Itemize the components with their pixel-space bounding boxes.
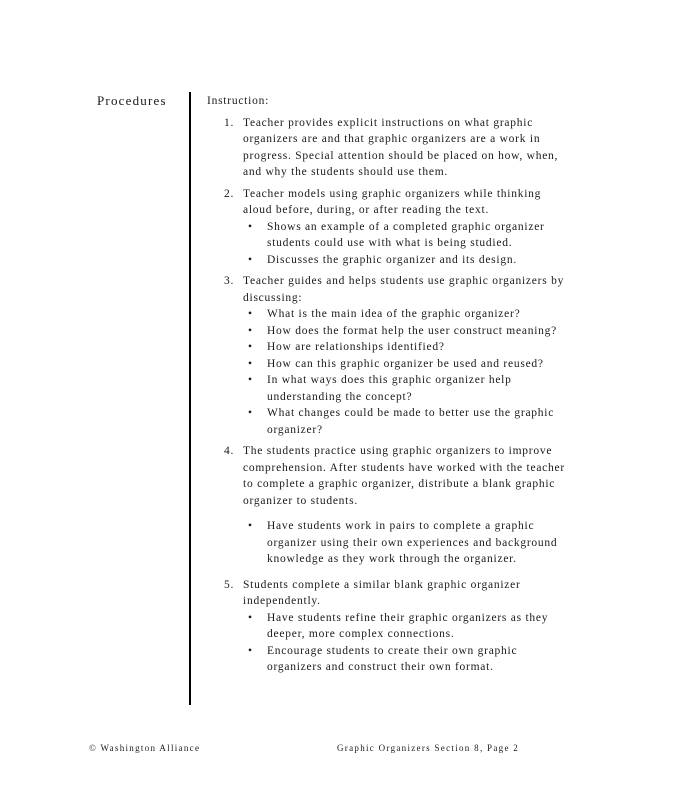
step-number: 3. [224, 275, 235, 287]
procedures-content [207, 93, 567, 681]
bullet-item [243, 219, 567, 252]
bullet-item [243, 518, 567, 568]
bullet-list [243, 219, 567, 269]
bullet-text: How does the format help the user construct meaning? [267, 324, 558, 337]
step-text: Teacher provides explicit instructions on what graphic organizers are and that graphic organizers are a work in progress. Special attention should be placed on how, when, and why the students should use them. [243, 116, 559, 178]
step-text: Teacher guides and helps students use graphic organizers by discussing: [243, 275, 565, 304]
bullet-item [243, 306, 567, 323]
section-label: Procedures [97, 93, 167, 108]
bullet-item [243, 643, 567, 676]
bullet-list [243, 518, 567, 568]
bullet-text: Shows an example of a completed graphic organizer students could use with what is being studied. [267, 220, 545, 249]
bullet-icon: • [248, 407, 253, 419]
bullet-text: What is the main idea of the graphic organizer? [267, 308, 521, 320]
bullet-text: What changes could be made to better use the graphic organizer? [267, 407, 555, 436]
bullet-item [243, 323, 567, 340]
bullet-text: In what ways does this graphic organizer help understanding the concept? [267, 374, 512, 403]
bullet-icon: • [248, 374, 253, 386]
step-item [207, 577, 567, 676]
step-text: Students complete a similar blank graphic organizer independently. [243, 578, 521, 607]
bullet-item [243, 339, 567, 356]
step-number: 4. [224, 445, 235, 457]
bullet-icon: • [248, 253, 253, 266]
step-item [207, 273, 567, 438]
steps-list [207, 115, 567, 676]
footer-copyright: © Washington Alliance [89, 743, 201, 753]
step-item [207, 186, 567, 269]
bullet-icon: • [248, 324, 253, 337]
bullet-item [243, 372, 567, 405]
bullet-item [243, 356, 567, 373]
bullet-icon: • [248, 611, 253, 624]
bullet-text: How are relationships identified? [267, 341, 445, 353]
bullet-text: Encourage students to create their own graphic organizers and construct their own format. [267, 644, 518, 673]
step-number: 2. [224, 187, 235, 200]
step-number: 5. [224, 578, 235, 591]
step-text: The students practice using graphic organizers to improve comprehension. After students have worked with the teacher to complete a graphic organizer, distribute a blank graphic organizer to students. [243, 445, 565, 507]
footer-page-info: Graphic Organizers Section 8, Page 2 [337, 743, 520, 753]
bullet-item [243, 405, 567, 438]
bullet-text: How can this graphic organizer be used and reused? [267, 357, 544, 370]
bullet-list [243, 610, 567, 676]
bullet-list [243, 306, 567, 438]
bullet-text: Discusses the graphic organizer and its design. [267, 253, 517, 266]
bullet-icon: • [248, 308, 253, 320]
bullet-icon: • [248, 357, 253, 370]
bullet-item [243, 610, 567, 643]
bullet-item [243, 252, 567, 269]
step-number: 1. [224, 116, 235, 129]
bullet-icon: • [248, 220, 253, 233]
instruction-heading: Instruction: [207, 95, 270, 107]
step-text: Teacher models using graphic organizers while thinking aloud before, during, or after reading the text. [243, 187, 542, 216]
bullet-icon: • [248, 520, 253, 532]
bullet-text: Have students work in pairs to complete a graphic organizer using their own experiences and background knowledge as they work through the organizer. [267, 520, 558, 565]
bullet-text: Have students refine their graphic organizers as they deeper, more complex connections. [267, 611, 549, 640]
bullet-icon: • [248, 644, 253, 657]
bullet-icon: • [248, 341, 253, 353]
step-item [207, 443, 567, 568]
section-divider [189, 92, 191, 705]
step-item [207, 115, 567, 181]
